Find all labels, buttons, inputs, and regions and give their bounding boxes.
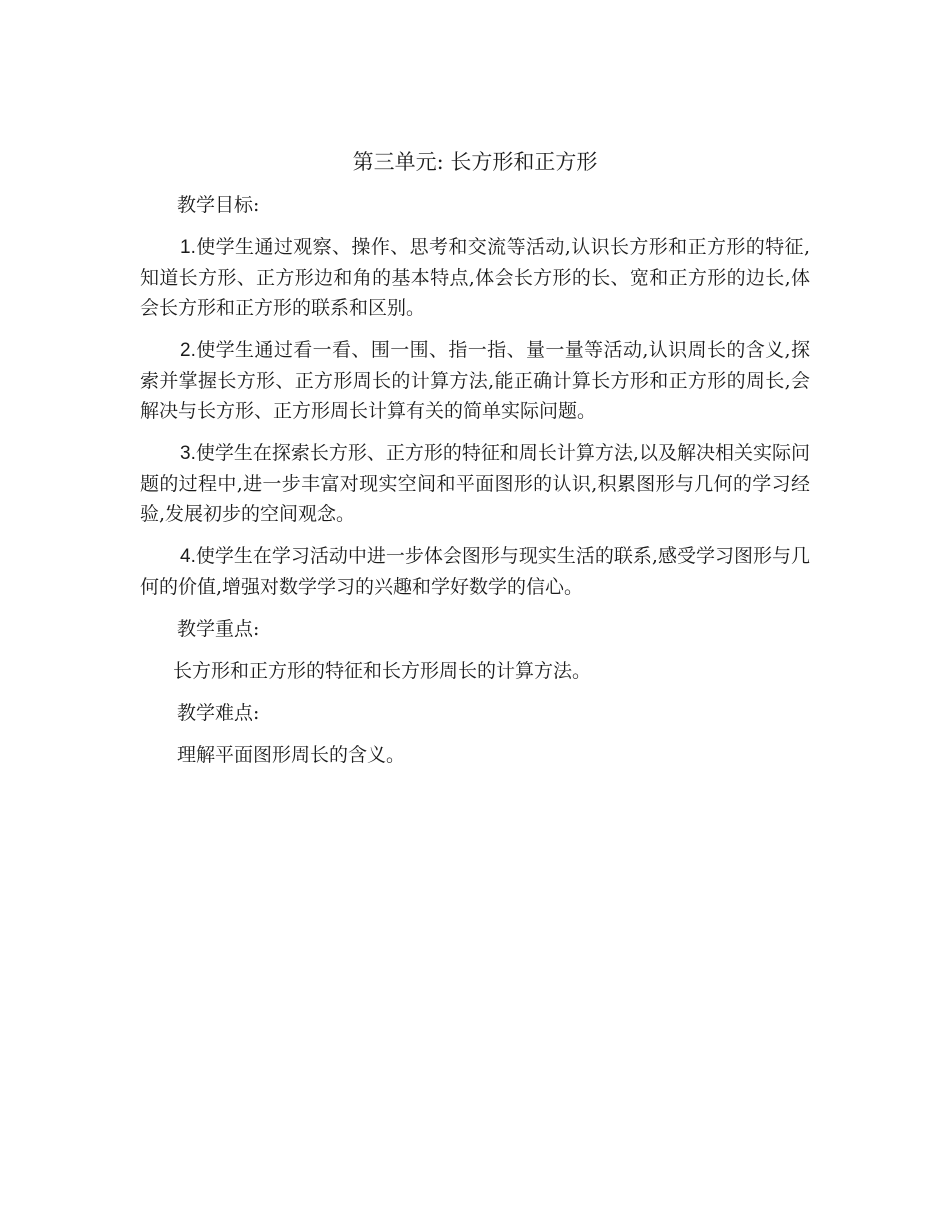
objective-number: 3. (180, 443, 196, 464)
difficulties-text: 理解平面图形周长的含义。 (177, 744, 406, 766)
key-points-heading: 教学重点: (177, 618, 260, 640)
objective-text: 使学生通过看一看、围一围、指一指、量一量等活动,认识周长的含义,探索并掌握长方形、正方形周长的计算方法,能正确计算长方形和正方形的周长,会解决与长方形、正方形周长计算有关的简单实际问题。 (140, 339, 810, 422)
objective-text: 使学生在探索长方形、正方形的特征和周长计算方法,以及解决相关实际问题的过程中,进一步丰富对现实空间和平面图形的认识,积累图形与几何的学习经验,发展初步的空间观念。 (140, 442, 810, 525)
objectives-heading: 教学目标: (177, 194, 260, 216)
document-content (140, 144, 810, 782)
objective-text: 使学生在学习活动中进一步体会图形与现实生活的联系,感受学习图形与几何的价值,增强对数学学习的兴趣和学好数学的信心。 (140, 545, 810, 598)
objective-item-3 (140, 438, 810, 529)
objective-number: 2. (180, 340, 196, 361)
objective-text: 使学生通过观察、操作、思考和交流等活动,认识长方形和正方形的特征,知道长方形、正方形边和角的基本特点,体会长方形的长、宽和正方形的边长,体会长方形和正方形的联系和区别。 (140, 236, 810, 319)
difficulties-heading: 教学难点: (177, 702, 260, 724)
key-points-text: 长方形和正方形的特征和长方形周长的计算方法。 (173, 660, 592, 682)
objective-number: 1. (180, 237, 196, 258)
objective-number: 4. (180, 546, 196, 567)
objective-item-4 (140, 541, 810, 602)
objective-item-1 (140, 232, 810, 323)
document-title: 第三单元: 长方形和正方形 (352, 150, 598, 174)
objective-item-2 (140, 335, 810, 426)
